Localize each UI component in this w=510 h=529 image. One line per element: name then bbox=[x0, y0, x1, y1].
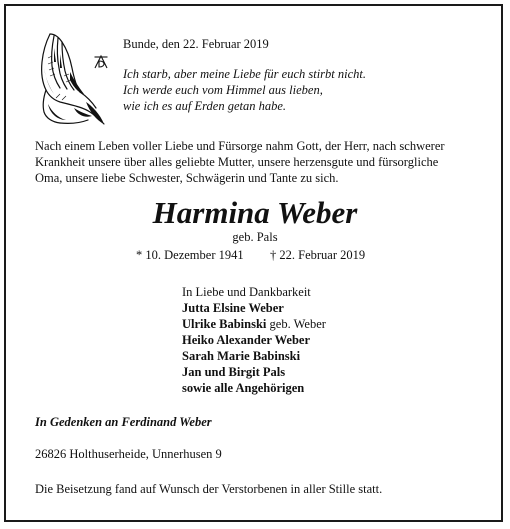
funeral-note: Die Beisetzung fand auf Wunsch der Verstorbenen in aller Stille statt. bbox=[35, 482, 383, 496]
mourner-name: Jutta Elsine Weber bbox=[182, 301, 284, 315]
maiden-name: geb. Pals bbox=[232, 230, 278, 244]
birth-date: * 10. Dezember 1941 bbox=[136, 248, 244, 262]
deceased-name: Harmina Weber bbox=[152, 195, 358, 230]
mourner-name: Ulrike Babinski bbox=[182, 317, 267, 331]
mourner-suffix: geb. Weber bbox=[266, 317, 326, 331]
intro-line-3: Oma, unsere liebe Schwester, Schwägerin und Tante zu sich. bbox=[35, 171, 339, 185]
death-date: † 22. Februar 2019 bbox=[270, 248, 366, 262]
mourner-name: Heiko Alexander Weber bbox=[182, 333, 311, 347]
mourner-name: Jan und Birgit Pals bbox=[182, 365, 286, 379]
mourners-intro: In Liebe und Dankbarkeit bbox=[182, 285, 311, 299]
verse-line-2: Ich werde euch vom Himmel aus lieben, bbox=[123, 83, 323, 97]
praying-hands-icon bbox=[30, 28, 114, 128]
mourner-row-ulrike bbox=[182, 316, 326, 332]
mourner-name: Sarah Marie Babinski bbox=[182, 349, 301, 363]
intro-line-2: Krankheit unsere über alles geliebte Mutter, unsere herzensgute und fürsorgliche bbox=[35, 155, 439, 169]
durer-monogram-icon bbox=[93, 54, 109, 70]
place-date: Bunde, den 22. Februar 2019 bbox=[123, 37, 269, 51]
intro-line-1: Nach einem Leben voller Liebe und Fürsorge nahm Gott, der Herr, nach schwerer bbox=[35, 139, 445, 153]
mourner-name: sowie alle Angehörigen bbox=[182, 381, 305, 395]
memorial-line: In Gedenken an Ferdinand Weber bbox=[35, 415, 212, 429]
verse-line-3: wie ich es auf Erden getan habe. bbox=[123, 99, 287, 113]
address-line: 26826 Holthuserheide, Unnerhusen 9 bbox=[35, 447, 222, 461]
verse-line-1: Ich starb, aber meine Liebe für euch stirbt nicht. bbox=[123, 67, 367, 81]
